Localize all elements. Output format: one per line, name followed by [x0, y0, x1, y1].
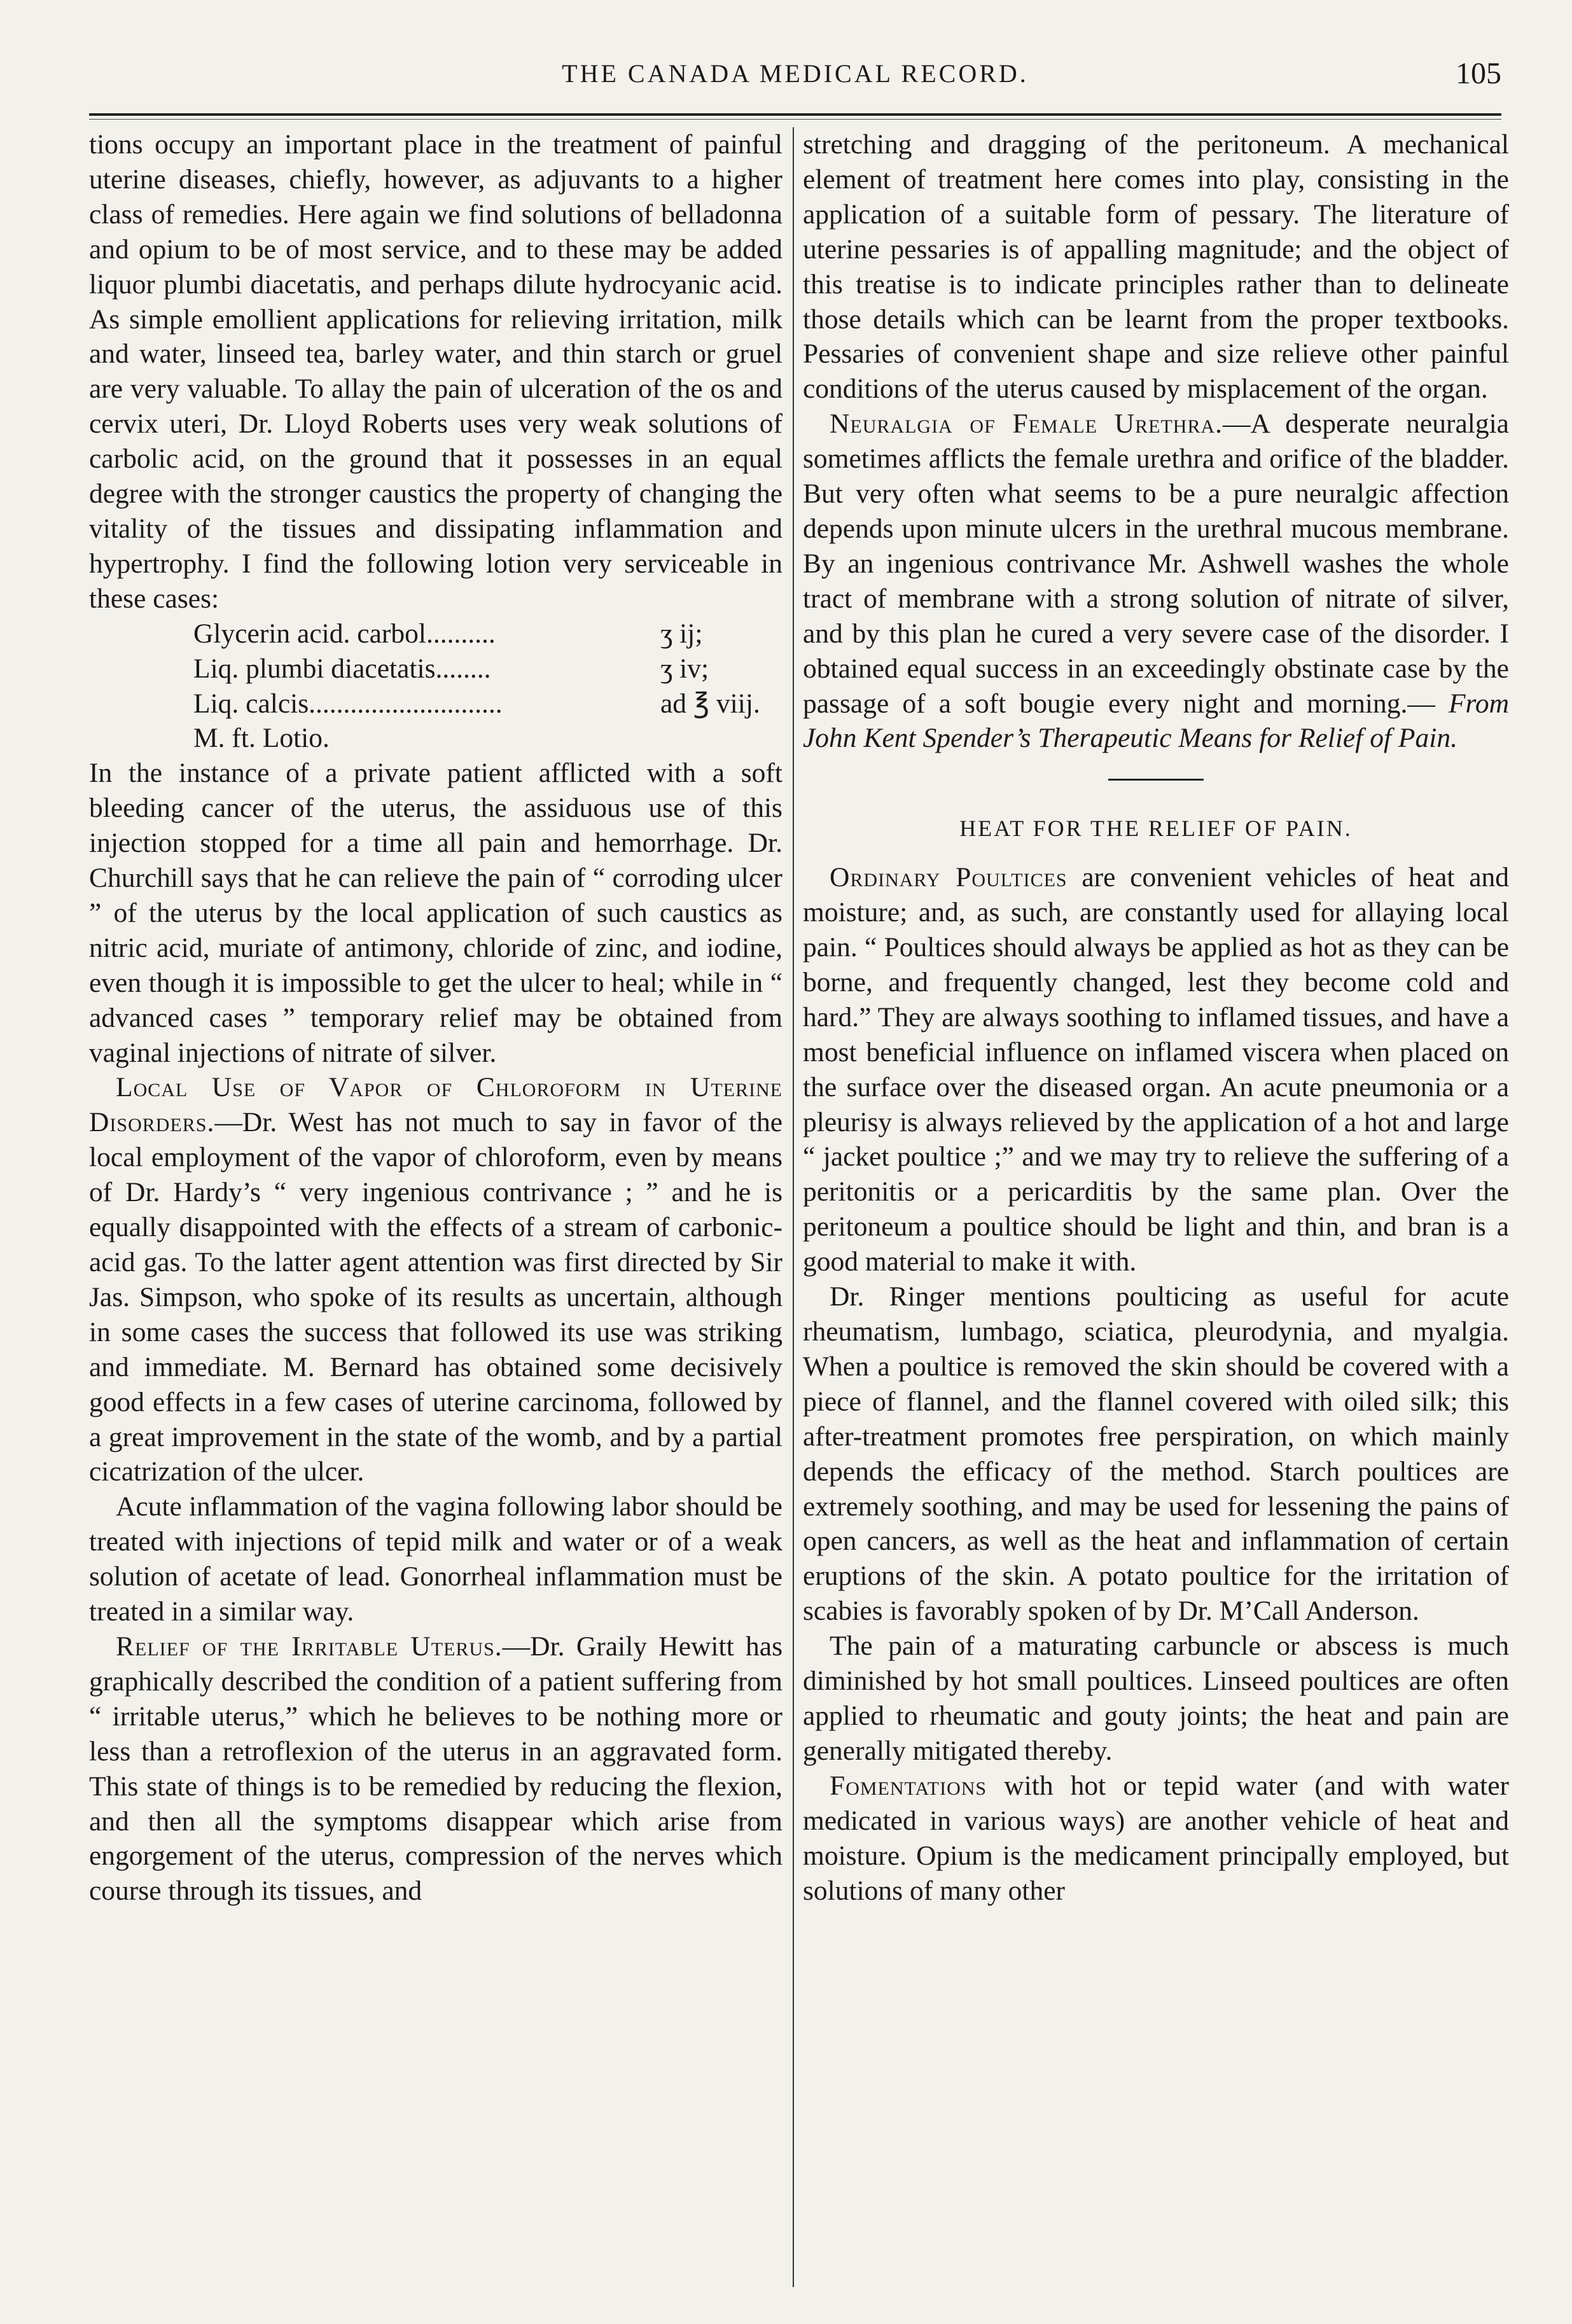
section-rule: [1108, 779, 1204, 781]
page-header: [89, 56, 1501, 107]
paragraph: tions occupy an important place in the treatment of painful uterine diseases, chiefly, however, as adjuvants to a higher class of remedies. Here again we find solutions of belladonna and opium to be of most service, and to these may be added liquor plumbi diacetatis, and perhaps dilute hydrocyanic acid. As simple emollient applications for relieving irritation, milk and water, linseed tea, barley water, and thin starch or gruel are very valuable. To allay the pain of ulceration of the os and cervix uteri, Dr. Lloyd Roberts uses very weak solutions of carbolic acid, on the ground that it possesses in an equal degree with the stronger caustics the property of changing the vitality of the tissues and dissipating inflammation and hypertrophy. I find the following lotion very serviceable in these cases:: [89, 129, 783, 614]
left-column: [89, 127, 783, 2290]
paragraph: The pain of a maturating carbuncle or abscess is much diminished by hot small poultices. Linseed poultices are often applied to rheumatic and gouty joints; the heat and pain are generally mitigated thereby.: [803, 1631, 1509, 1766]
paragraph: Dr. Ringer mentions poulticing as useful for acute rheumatism, lumbago, sciatica, pleurodynia, and myalgia. When a poultice is removed the skin should be covered with a piece of flannel, and the flannel covered with oiled silk; this after-treatment promotes free perspiration, on which mainly depends the efficacy of the method. Starch poultices are extremely soothing, and may be used for lessening the pains of open cancers, as well as the heat and inflammation of certain eruptions of the skin. A potato poultice for the irritation of scabies is favorably spoken of by Dr. M’Call Anderson.: [803, 1281, 1509, 1627]
paragraph: Acute inflammation of the vagina following labor should be treated with injections of tepid milk and water or of a weak solution of acetate of lead. Gonorrheal inflammation must be treated in a similar way.: [89, 1491, 783, 1627]
paragraph-text: —Dr. Graily Hewitt has graphically described the condition of a patient suffering from “ irritable uterus,” which he believes to be nothing more or less than a retroflexion of the uterus in an aggravated form. This state of things is to be remedied by reducing the flexion, and then all the symptoms disappear which arise from engorgement of the uterus, compression of the nerves which course through its tissues, and: [89, 1631, 783, 1907]
prescription-item: Liq. plumbi diacetatis........: [193, 653, 491, 684]
prescription-quantity: ʒ iv;: [660, 653, 709, 684]
paragraph: [803, 860, 1509, 1279]
source-citation: From John Kent Spender’s Therapeutic Means for Relief of Pain.: [803, 688, 1509, 754]
run-in-heading: Ordinary Poultices: [830, 862, 1068, 893]
prescription-item: Liq. calcis............................: [193, 688, 503, 719]
paragraph-text: —A desperate neuralgia sometimes afflicts the female urethra and orifice of the bladder. But very often what seems to be a pure neuralgic affection depends upon minute ulcers in the urethral mucous membrane. By an ingenious contrivance Mr. Ashwell washes the whole tract of membrane with a strong solution of nitrate of silver, and by this plan he cured a very severe case of the disorder. I obtained equal success in an exceedingly obstinate case by the passage of a soft bougie every night and morning.—: [803, 408, 1509, 719]
prescription-line: [193, 651, 783, 686]
page-number: 105: [1456, 57, 1501, 90]
paragraph: [803, 1769, 1509, 1909]
column-divider: [793, 127, 794, 2287]
prescription-line: [193, 686, 783, 721]
paragraph-text: with hot or tepid water (and with water medicated in various ways) are another vehicle of heat and moisture. Opium is the medicament principally employed, but solutions of many other: [803, 1770, 1509, 1906]
right-column: [803, 127, 1509, 2290]
paragraph: [89, 1070, 783, 1489]
prescription-item: Glycerin acid. carbol..........: [193, 618, 496, 649]
prescription: [89, 616, 783, 721]
paragraph: [89, 1629, 783, 1909]
paragraph-text: are convenient vehicles of heat and moisture; and, as such, are constantly used for allaying local pain. “ Poultices should always be applied as hot as they can be borne, and frequently changed, lest they become cold and hard.” They are always soothing to inflamed tissues, and have a most beneficial influence on inflamed viscera when placed on the surface over the diseased organ. An acute pneumonia or a pleurisy is always relieved by the application of a hot and large “ jacket poultice ;” and we may try to relieve the suffering of a peritonitis or a pericarditis by the same plan. Over the peritoneum a poultice should be light and thin, and bran is a good material to make it with.: [803, 862, 1509, 1277]
prescription-instruction: M. ft. Lotio.: [193, 723, 330, 754]
paragraph: [803, 407, 1509, 756]
section-title: HEAT FOR THE RELIEF OF PAIN.: [959, 816, 1353, 842]
run-in-heading: Relief of the Irritable Uterus.: [116, 1631, 503, 1662]
prescription-quantity: ʒ ij;: [660, 618, 703, 649]
paragraph-text: —Dr. West has not much to say in favor of the local employment of the vapor of chloroform, even by means of Dr. Hardy’s “ very ingenious contrivance ; ” and he is equally disappointed with the effects of a stream of carbonic-acid gas. To the latter agent attention was first directed by Sir Jas. Simpson, who spoke of its results as uncertain, although in some cases the success that followed its use was striking and immediate. M. Bernard has obtained some decisively good effects in a few cases of uterine carcinoma, followed by a great improvement in the state of the womb, and by a partial cicatrization of the ulcer.: [89, 1107, 783, 1487]
header-rule: [89, 113, 1501, 120]
run-in-heading: Neuralgia of Female Urethra.: [830, 408, 1223, 440]
paragraph: In the instance of a private patient afflicted with a soft bleeding cancer of the uterus, the assiduous use of this injection stopped for a time all pain and hemorrhage. Dr. Churchill says that he can relieve the pain of “ corroding ulcer ” of the uterus by the local application of such caustics as nitric acid, muriate of antimony, chloride of zinc, and iodine, even though it is impossible to get the ulcer to heal; while in “ advanced cases ” temporary relief may be obtained from vaginal injections of nitrate of silver.: [89, 758, 783, 1068]
run-in-heading: Local Use of Vapor of Chloroform in Uterine Disorders.: [89, 1072, 783, 1138]
running-head: THE CANADA MEDICAL RECORD.: [562, 59, 1029, 88]
paragraph: stretching and dragging of the peritoneum. A mechanical element of treatment here comes into play, consisting in the application of a suitable form of pessary. The literature of uterine pessaries is of appalling magnitude; and the object of this treatise is to indicate principles rather than to delineate those details which can be learnt from the proper textbooks. Pessaries of convenient shape and size relieve other painful conditions of the uterus caused by misplacement of the organ.: [803, 129, 1509, 405]
run-in-heading: Fomentations: [830, 1770, 987, 1801]
prescription-line: [193, 616, 783, 651]
prescription-quantity: ad ℥ viij.: [660, 688, 760, 719]
